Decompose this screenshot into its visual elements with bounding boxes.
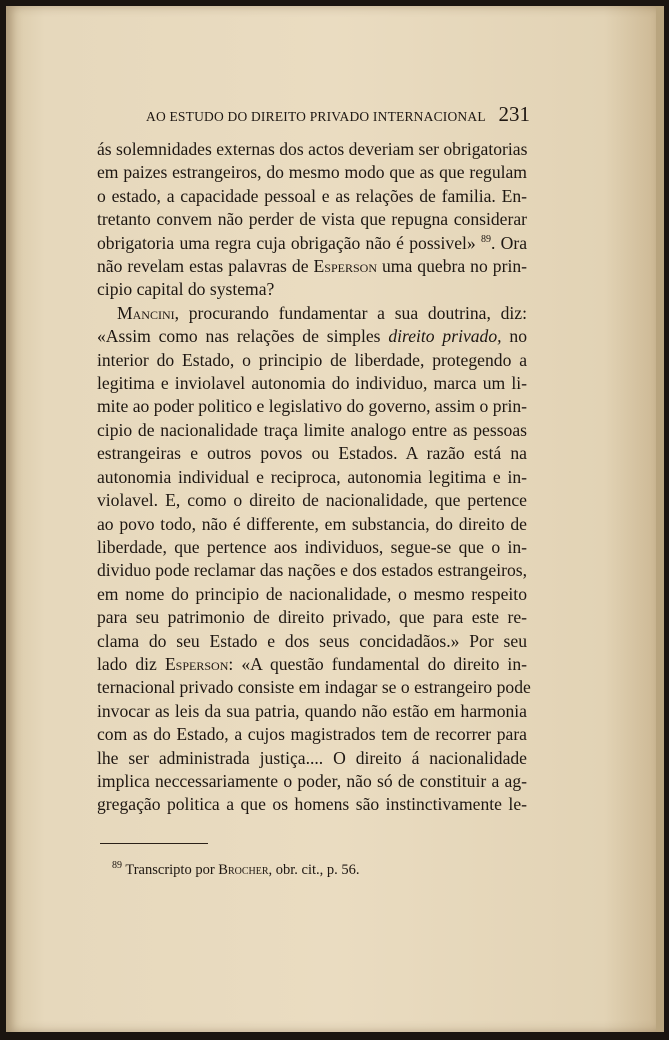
text-line: tretanto convem não perder de vista que repugna considerar <box>97 209 527 230</box>
text-line: dividuo pode reclamar das nações e dos estados estrangeiros, <box>97 560 527 581</box>
text-line <box>97 255 527 278</box>
text-segment: : «A questão fundamental do direito in- <box>228 653 527 674</box>
footnote-divider <box>100 843 208 844</box>
text-line: interior do Estado, o principio de liberdade, protegendo a <box>97 349 527 370</box>
page-number: 231 <box>498 102 530 126</box>
text-line: gregação politica a que os homens são instinctivamente le- <box>97 794 527 815</box>
text-line <box>97 232 527 255</box>
footnote-text: Transcripto por <box>125 862 215 878</box>
text-line: ás solemnidades externas dos actos deveriam ser obrigatorias <box>97 139 528 159</box>
text-segment: obrigatoria uma regra cuja obrigação não é possivel» <box>97 232 476 253</box>
text-line: lhe ser administrada justiça.... O direito á nacionalidade <box>97 747 527 768</box>
text-segment: , procurando fundamentar a sua doutrina, diz: <box>174 302 527 323</box>
text-segment: no <box>509 326 527 347</box>
text-segment: não revelam estas palavras de <box>97 256 309 277</box>
author-name: Mancini <box>117 302 175 323</box>
text-line: em paizes estrangeiros, do mesmo modo que as que regulam <box>97 162 527 183</box>
text-line: invocar as leis da sua patria, quando não estão em harmonia <box>97 700 527 721</box>
text-segment: . Ora <box>490 232 528 253</box>
italic-term: direito privado, <box>388 326 502 347</box>
text-segment: uma quebra no prin- <box>382 256 527 277</box>
text-line <box>97 325 527 348</box>
text-line: estrangeiras e outros povos ou Estados. A razão está na <box>97 443 527 464</box>
text-line: mite ao poder politico e legislativo do governo, assim o prin- <box>97 396 527 417</box>
text-line <box>97 302 527 325</box>
text-line: legitima e inviolavel autonomia do individuo, marca um li- <box>97 373 527 394</box>
body-text <box>97 138 531 817</box>
footnote-marker: 89 <box>112 860 122 872</box>
text-line: cipio de nacionalidade traça limite analogo entre as pessoas <box>97 419 527 440</box>
text-line: autonomia individual e reciproca, autonomia legitima e in- <box>97 466 527 487</box>
text-segment: lado diz <box>97 653 157 674</box>
text-line: ternacional privado consiste em indagar se o estrangeiro pode <box>97 677 531 698</box>
text-line: cipio capital do systema? <box>97 279 275 300</box>
author-name: Esperson <box>164 653 229 674</box>
footnote <box>112 862 532 879</box>
page-header <box>146 102 530 130</box>
text-line <box>97 653 527 676</box>
text-line: ao povo todo, não é differente, em substancia, do direito de <box>97 513 527 534</box>
footnote-author: Brocher <box>218 862 269 878</box>
text-line: com as do Estado, a cujos magistrados tem de recorrer para <box>97 724 527 745</box>
footnote-ref: 89 <box>480 233 491 245</box>
text-line: violavel. E, como o direito de nacionalidade, que pertence <box>97 490 527 511</box>
running-title: AO ESTUDO DO DIREITO PRIVADO INTERNACIONAL <box>146 109 486 124</box>
footnote-text-end: , obr. cit., p. 56. <box>268 862 360 878</box>
text-line: liberdade, que pertence aos individuos, segue-se que o in- <box>97 536 527 557</box>
text-line: implica neccessariamente o poder, não só de constituir a ag- <box>97 770 527 791</box>
text-line: em nome do principio de nacionalidade, o mesmo respeito <box>97 583 527 604</box>
text-line: clama do seu Estado e dos seus concidadãos.» Por seu <box>97 630 527 651</box>
text-line: o estado, a capacidade pessoal e as relações de familia. En- <box>97 185 527 206</box>
text-segment: «Assim como nas relações de simples <box>97 326 381 347</box>
text-line: para seu patrimonio de direito privado, que para este re- <box>97 607 527 628</box>
author-name: Esperson <box>313 256 377 277</box>
